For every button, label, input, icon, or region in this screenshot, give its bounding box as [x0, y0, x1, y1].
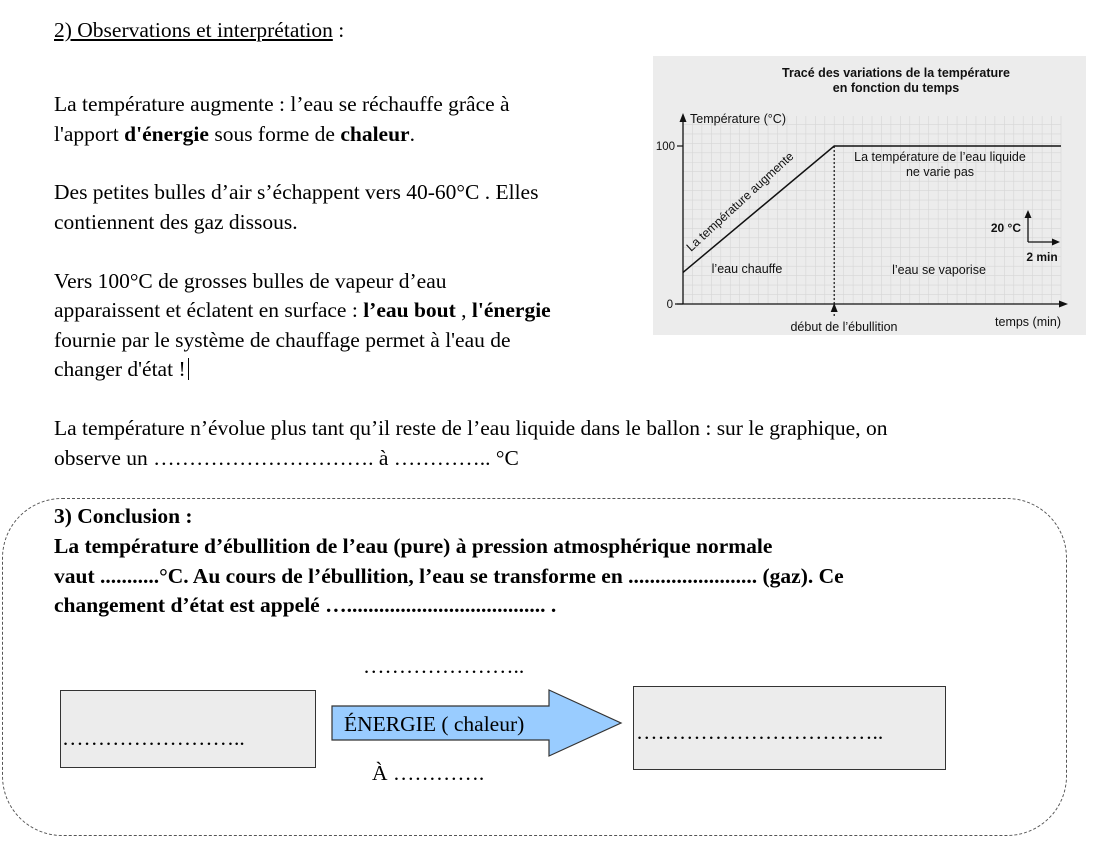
temperature-chart [653, 56, 1086, 335]
section3-line2: vaut ...........°C. Au cours de l’ébullition, l’eau se transforme en ........................ (gaz). Ce [54, 564, 844, 588]
chart-y-axis-label: Température (°C) [690, 112, 786, 126]
p4-line2: observe un …………………………. à ………….. °C [54, 446, 519, 470]
arrow-bottom-label: À …………. [372, 761, 485, 785]
p1-line2-c: sous forme de [208, 122, 341, 146]
chart-boiling-label: début de l’ébullition [790, 320, 898, 334]
p3-line3: fournie par le système de chauffage permet à l'eau de [54, 328, 511, 352]
final-state-text: …………………………….. [636, 720, 884, 744]
p1-energie: d'énergie [124, 122, 209, 146]
chart-subtitle: en fonction du temps [832, 81, 960, 95]
scale-x-arrow [1052, 239, 1060, 246]
section3-line3: changement d’état est appelé …..................................... . [54, 593, 557, 617]
text-cursor [188, 358, 189, 380]
chart-scale-x-label: 2 min [1026, 250, 1058, 264]
p1-line2 [54, 119, 415, 149]
p4-line1: La température n’évolue plus tant qu’il reste de l’eau liquide dans le ballon : sur le graphique, on [54, 416, 888, 440]
chart-scale-y-label: 20 °C [990, 221, 1021, 235]
p3-energie: l'énergie [471, 298, 551, 322]
p2-line1: Des petites bulles d’air s’échappent vers 40-60°C . Elles [54, 180, 539, 204]
initial-state-box [60, 690, 316, 768]
p2-line2: contiennent des gaz dissous. [54, 210, 298, 234]
scale-y-arrow [1025, 210, 1032, 218]
section2-title: 2) Observations et interprétation [54, 18, 333, 42]
p3-line4-text: changer d'état ! [54, 357, 186, 381]
initial-state-text: …………………….. [62, 726, 245, 750]
final-state-box [633, 686, 946, 770]
chart-annotation-rising: La température augmente [683, 149, 797, 255]
chart-annotation-plateau-2: ne varie pas [905, 165, 975, 179]
chart-x-axis-label: temps (min) [995, 315, 1061, 329]
chart-annotation-vaporising: l’eau se vaporise [892, 263, 986, 277]
chart-annotation-plateau-1: La température de l’eau liquide [854, 150, 1026, 164]
section3-line1: La température d’ébullition de l’eau (pure) à pression atmosphérique normale [54, 534, 773, 558]
section3-title: 3) Conclusion : [54, 504, 193, 528]
chart-ytick-label-0: 0 [666, 299, 673, 311]
p3-line1: Vers 100°C de grosses bulles de vapeur d’eau [54, 269, 447, 293]
section2-title-colon: : [332, 18, 345, 42]
p3-line2 [54, 295, 551, 325]
chart-title: Tracé des variations de la température [782, 66, 1010, 80]
energy-arrow [330, 688, 626, 760]
chart-ytick-label-100: 100 [655, 141, 675, 153]
section2-heading [54, 15, 344, 45]
p1-chaleur: chaleur [340, 122, 410, 146]
chart-annotation-heating: l’eau chauffe [711, 262, 783, 276]
p1-line2-a: l'apport [54, 122, 125, 146]
arrow-top-label: ………………….. [363, 654, 525, 678]
p1-line2-e: . [409, 122, 415, 146]
p1-line1: La température augmente : l’eau se réchauffe grâce à [54, 92, 510, 116]
p3-line2-a: apparaissent et éclatent en surface : [54, 298, 364, 322]
chart-y-axis-arrow [680, 113, 687, 122]
chart-x-axis-arrow [1059, 301, 1068, 308]
p3-eau-bout: l’eau bout [363, 298, 456, 322]
temperature-chart-svg [653, 56, 1086, 335]
p3-line2-c: , [455, 298, 472, 322]
p3-line4 [54, 354, 189, 384]
energy-arrow-label: ÉNERGIE ( chaleur) [344, 712, 525, 736]
